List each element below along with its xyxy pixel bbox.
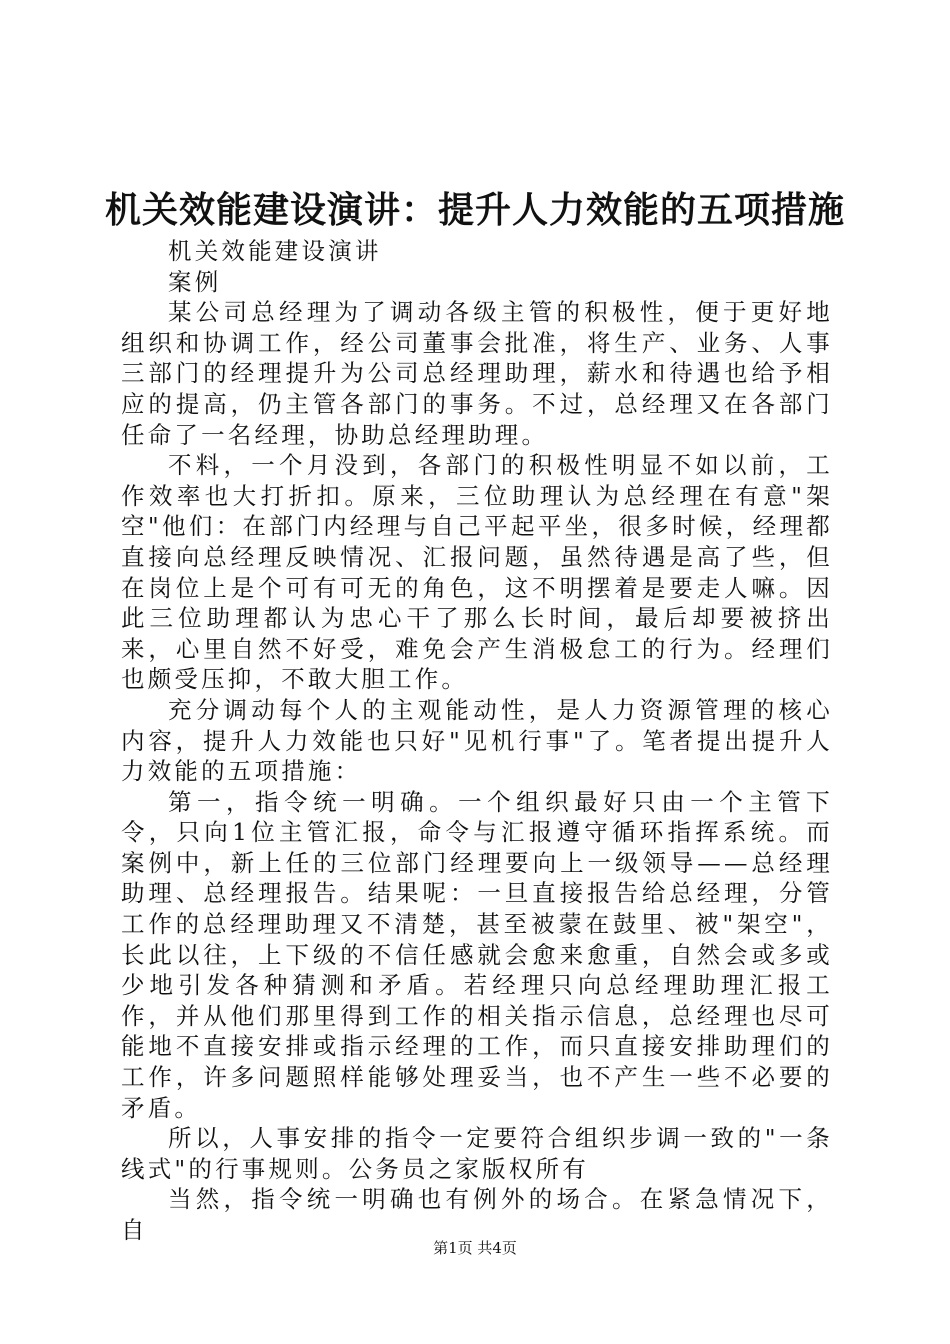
section-label-paragraph: 案例 xyxy=(168,267,222,296)
body-paragraph: 当然，指令统一明确也有例外的场合。在紧急情况下，自 xyxy=(121,1185,833,1244)
body-paragraph: 所以，人事安排的指令一定要符合组织步调一致的"一条线式"的行事规则。公务员之家版权所有 xyxy=(121,1124,833,1183)
document-body xyxy=(121,236,833,1246)
body-paragraph: 充分调动每个人的主观能动性，是人力资源管理的核心内容，提升人力效能也只好"见机行事"了。笔者提出提升人力效能的五项措施： xyxy=(121,695,833,786)
body-paragraph: 某公司总经理为了调动各级主管的积极性，便于更好地组织和协调工作，经公司董事会批准，将生产、业务、人事三部门的经理提升为公司总经理助理，薪水和待遇也给予相应的提高，仍主管各部门的事务。不过，总经理又在各部门任命了一名经理，协助总经理助理。 xyxy=(121,298,833,449)
subtitle-paragraph: 机关效能建设演讲 xyxy=(168,237,382,265)
document-title: 机关效能建设演讲：提升人力效能的五项措施 xyxy=(104,189,845,231)
body-paragraph: 不料，一个月没到，各部门的积极性明显不如以前，工作效率也大打折扣。原来，三位助理认为总经理在有意"架空"他们：在部门内经理与自己平起平坐，很多时候，经理都直接向总经理反映情况、汇报问题，虽然待遇是高了些，但在岗位上是个可有可无的角色，这不明摆着是要走人嘛。因此三位助理都认为忠心干了那么长时间，最后却要被挤出来，心里自然不好受，难免会产生消极怠工的行为。经理们也颇受压抑，不敢大胆工作。 xyxy=(121,451,833,694)
page-number-footer: 第1页 共4页 xyxy=(433,1239,517,1257)
body-paragraph: 第一，指令统一明确。一个组织最好只由一个主管下令，只向1位主管汇报，命令与汇报遵守循环指挥系统。而案例中，新上任的三位部门经理要向上一级领导——总经理助理、总经理报告。结果呢：一旦直接报告给总经理，分管工作的总经理助理又不清楚，甚至被蒙在鼓里、被"架空"，长此以往，上下级的不信任感就会愈来愈重，自然会或多或少地引发各种猜测和矛盾。若经理只向总经理助理汇报工作，并从他们那里得到工作的相关指示信息，总经理也尽可能地不直接安排或指示经理的工作，而只直接安排助理们的工作，许多问题照样能够处理妥当，也不产生一些不必要的矛盾。 xyxy=(121,787,833,1122)
